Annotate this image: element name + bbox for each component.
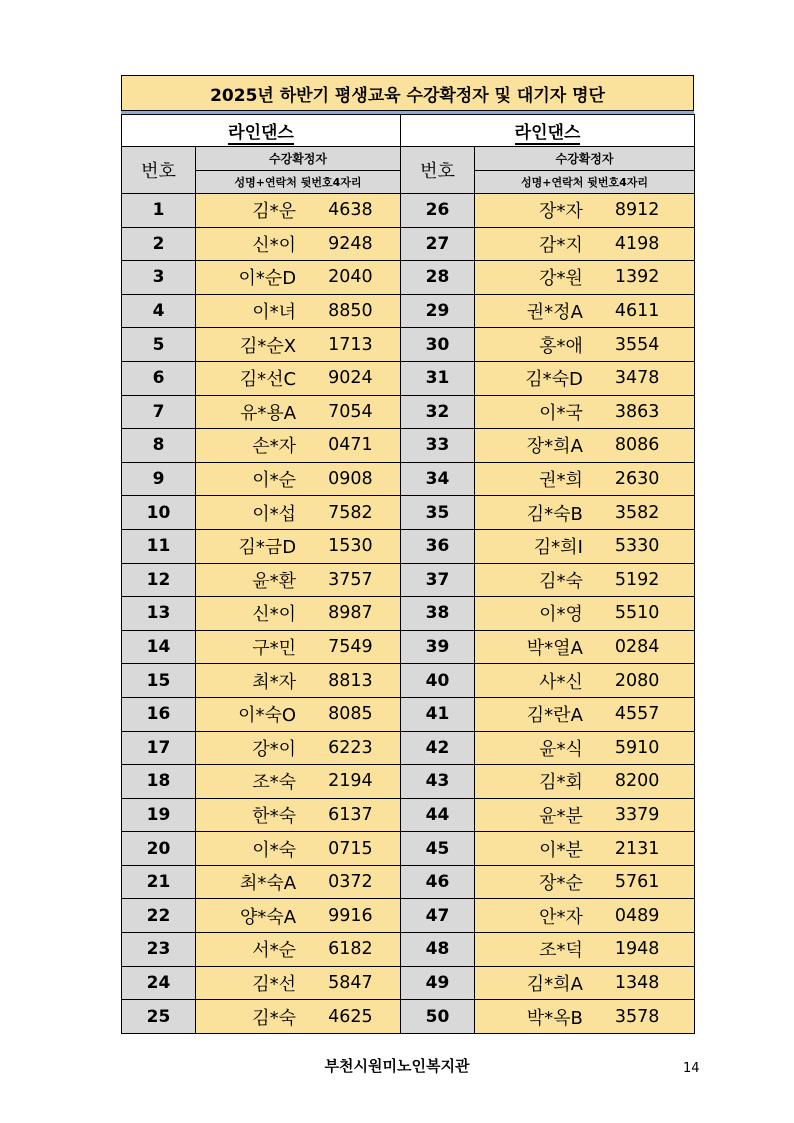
- attendee-cell: [475, 294, 695, 328]
- attendee-cell: [196, 899, 401, 933]
- attendee-cell: [475, 429, 695, 463]
- attendee-name: 안*자: [539, 906, 583, 928]
- attendee-name: 권*정A: [526, 302, 583, 324]
- attendee-cell: [475, 1000, 695, 1034]
- attendee-cell: [475, 765, 695, 799]
- row-number: 10: [122, 496, 196, 530]
- row-number: 25: [122, 1000, 196, 1034]
- attendee-cell: [196, 697, 401, 731]
- phone-last-four: 8200: [614, 771, 660, 792]
- attendee-name: 김*희I: [533, 537, 583, 559]
- table-row: [122, 429, 695, 463]
- phone-last-four: 0372: [328, 872, 373, 893]
- attendee-name: 강*원: [539, 268, 583, 290]
- row-number: 16: [122, 697, 196, 731]
- attendee-cell: [196, 731, 401, 765]
- phone-last-four: 1948: [614, 939, 660, 960]
- attendee-cell: [475, 227, 695, 261]
- attendee-cell: [196, 664, 401, 698]
- attendee-name: 김*숙: [539, 570, 583, 592]
- attendee-name: 김*선: [252, 973, 297, 995]
- attendee-cell: [475, 731, 695, 765]
- attendee-cell: [196, 865, 401, 899]
- attendee-cell: [196, 462, 401, 496]
- table-row: [122, 462, 695, 496]
- attendee-cell: [196, 765, 401, 799]
- phone-last-four: 1392: [614, 267, 660, 288]
- attendee-cell: [196, 563, 401, 597]
- table-row: [122, 664, 695, 698]
- attendee-name: 박*옥B: [526, 1007, 583, 1029]
- attendee-name: 김*숙: [252, 1007, 297, 1029]
- phone-last-four: 2080: [614, 670, 660, 691]
- phone-last-four: 2630: [614, 469, 660, 490]
- row-number: 38: [401, 597, 475, 631]
- attendee-name: 권*희: [539, 470, 583, 492]
- phone-last-four: 3379: [614, 804, 660, 825]
- row-number: 13: [122, 597, 196, 631]
- attendee-cell: [196, 361, 401, 395]
- row-number: 39: [401, 630, 475, 664]
- attendee-cell: [196, 1000, 401, 1034]
- row-number: 3: [122, 261, 196, 295]
- row-number: 14: [122, 630, 196, 664]
- table-row: [122, 563, 695, 597]
- row-number: 46: [401, 865, 475, 899]
- attendee-name: 한*숙: [252, 805, 297, 827]
- attendee-name: 홍*애: [539, 335, 583, 357]
- attendee-cell: [196, 429, 401, 463]
- attendee-name: 김*란A: [526, 705, 583, 727]
- phone-last-four: 4198: [614, 233, 660, 254]
- phone-last-four: 2131: [614, 838, 660, 859]
- row-number: 43: [401, 765, 475, 799]
- attendee-cell: [475, 664, 695, 698]
- attendee-cell: [475, 865, 695, 899]
- phone-last-four: 6223: [328, 737, 373, 758]
- attendee-name: 사*신: [539, 671, 583, 693]
- attendee-name: 신*이: [252, 604, 297, 626]
- attendee-cell: [475, 563, 695, 597]
- table-row: [122, 1000, 695, 1034]
- table-row: [122, 261, 695, 295]
- roster-page: [121, 75, 694, 1034]
- attendee-name: 김*회: [539, 772, 583, 794]
- phone-last-four: 2040: [328, 267, 373, 288]
- row-number: 11: [122, 529, 196, 563]
- row-number: 34: [401, 462, 475, 496]
- course-title-right: 라인댄스: [401, 115, 695, 147]
- attendee-cell: [196, 933, 401, 967]
- phone-last-four: 5192: [614, 569, 660, 590]
- attendee-name: 김*희A: [526, 973, 583, 995]
- attendee-name: 이*국: [539, 402, 583, 424]
- table-row: [122, 597, 695, 631]
- attendee-cell: [196, 395, 401, 429]
- attendee-cell: [196, 966, 401, 1000]
- phone-last-four: 5761: [614, 872, 660, 893]
- phone-last-four: 3554: [614, 334, 660, 355]
- phone-last-four: 0284: [614, 637, 660, 658]
- attendee-name: 양*숙A: [239, 906, 297, 928]
- table-row: [122, 328, 695, 362]
- attendee-cell: [475, 597, 695, 631]
- attendee-cell: [196, 496, 401, 530]
- attendee-name: 김*순X: [239, 335, 297, 357]
- confirmed-header-left: 수강확정자: [196, 147, 401, 171]
- row-number: 17: [122, 731, 196, 765]
- organization-footer: 부천시원미노인복지관: [324, 1057, 470, 1075]
- row-number: 47: [401, 899, 475, 933]
- row-number: 24: [122, 966, 196, 1000]
- row-number: 29: [401, 294, 475, 328]
- phone-last-four: 3863: [614, 401, 660, 422]
- course-title-left: 라인댄스: [122, 115, 401, 147]
- attendee-name: 이*섭: [252, 503, 297, 525]
- phone-last-four: 8987: [328, 603, 373, 624]
- table-row: [122, 832, 695, 866]
- roster-table: [121, 114, 695, 1034]
- phone-last-four: 9916: [328, 905, 373, 926]
- attendee-name: 장*희A: [526, 436, 583, 458]
- phone-last-four: 3478: [614, 368, 660, 389]
- row-number: 9: [122, 462, 196, 496]
- table-row: [122, 630, 695, 664]
- table-row: [122, 966, 695, 1000]
- attendee-cell: [475, 328, 695, 362]
- attendee-cell: [475, 529, 695, 563]
- attendee-cell: [196, 294, 401, 328]
- phone-last-four: 4611: [614, 301, 660, 322]
- table-row: [122, 395, 695, 429]
- attendee-name: 강*이: [252, 738, 297, 760]
- attendee-name: 이*순D: [238, 268, 297, 290]
- row-number: 35: [401, 496, 475, 530]
- attendee-cell: [475, 966, 695, 1000]
- row-number: 27: [401, 227, 475, 261]
- phone-last-four: 5910: [614, 737, 660, 758]
- row-number: 32: [401, 395, 475, 429]
- attendee-name: 장*자: [539, 201, 583, 223]
- phone-last-four: 6137: [328, 804, 373, 825]
- table-row: [122, 899, 695, 933]
- phone-last-four: 0715: [328, 838, 373, 859]
- attendee-cell: [196, 529, 401, 563]
- attendee-cell: [475, 697, 695, 731]
- attendee-cell: [475, 261, 695, 295]
- attendee-cell: [475, 496, 695, 530]
- table-row: [122, 933, 695, 967]
- phone-last-four: 5847: [328, 972, 373, 993]
- attendee-name: 조*덕: [539, 940, 583, 962]
- row-number: 37: [401, 563, 475, 597]
- number-header-left: 번호: [122, 147, 196, 194]
- phone-last-four: 1348: [614, 972, 660, 993]
- phone-last-four: 5330: [614, 536, 660, 557]
- row-number: 40: [401, 664, 475, 698]
- phone-last-four: 0489: [614, 905, 660, 926]
- attendee-name: 김*숙B: [526, 503, 583, 525]
- row-number: 1: [122, 194, 196, 228]
- row-number: 15: [122, 664, 196, 698]
- attendee-cell: [475, 462, 695, 496]
- table-row: [122, 765, 695, 799]
- row-number: 50: [401, 1000, 475, 1034]
- row-number: 21: [122, 865, 196, 899]
- row-number: 20: [122, 832, 196, 866]
- row-number: 36: [401, 529, 475, 563]
- phone-last-four: 3582: [614, 502, 660, 523]
- attendee-name: 이*숙O: [238, 705, 297, 727]
- table-row: [122, 361, 695, 395]
- table-row: [122, 697, 695, 731]
- page-title: 2025년 하반기 평생교육 수강확정자 및 대기자 명단: [121, 75, 694, 111]
- phone-last-four: 7549: [328, 637, 373, 658]
- name-phone-header-right: 성명+연락처 뒷번호4자리: [475, 171, 695, 194]
- phone-last-four: 5510: [614, 603, 660, 624]
- row-number: 4: [122, 294, 196, 328]
- phone-last-four: 9248: [328, 233, 373, 254]
- attendee-cell: [475, 361, 695, 395]
- phone-last-four: 8813: [328, 670, 373, 691]
- row-number: 12: [122, 563, 196, 597]
- row-number: 41: [401, 697, 475, 731]
- attendee-cell: [196, 597, 401, 631]
- name-phone-header-left: 성명+연락처 뒷번호4자리: [196, 171, 401, 194]
- table-row: [122, 194, 695, 228]
- row-number: 23: [122, 933, 196, 967]
- attendee-name: 최*자: [252, 671, 297, 693]
- phone-last-four: 6182: [328, 939, 373, 960]
- table-row: [122, 731, 695, 765]
- phone-last-four: 0471: [328, 435, 373, 456]
- attendee-name: 박*열A: [526, 638, 583, 660]
- attendee-cell: [196, 261, 401, 295]
- phone-last-four: 7582: [328, 502, 373, 523]
- attendee-cell: [196, 328, 401, 362]
- attendee-name: 서*순: [252, 940, 297, 962]
- phone-last-four: 3757: [328, 569, 373, 590]
- row-number: 6: [122, 361, 196, 395]
- attendee-cell: [196, 832, 401, 866]
- phone-last-four: 3578: [614, 1006, 660, 1027]
- row-number: 22: [122, 899, 196, 933]
- attendee-cell: [196, 227, 401, 261]
- phone-last-four: 4625: [328, 1006, 373, 1027]
- attendee-name: 이*분: [539, 839, 583, 861]
- attendee-name: 윤*환: [252, 570, 297, 592]
- page-number: 14: [683, 1061, 700, 1076]
- phone-last-four: 8086: [614, 435, 660, 456]
- table-row: [122, 227, 695, 261]
- row-number: 2: [122, 227, 196, 261]
- attendee-name: 윤*분: [539, 805, 583, 827]
- attendee-cell: [196, 630, 401, 664]
- row-number: 30: [401, 328, 475, 362]
- attendee-cell: [475, 798, 695, 832]
- row-number: 19: [122, 798, 196, 832]
- row-number: 44: [401, 798, 475, 832]
- phone-last-four: 9024: [328, 368, 373, 389]
- row-number: 28: [401, 261, 475, 295]
- attendee-name: 유*용A: [239, 402, 297, 424]
- row-number: 48: [401, 933, 475, 967]
- phone-last-four: 8850: [328, 301, 373, 322]
- attendee-name: 윤*식: [539, 738, 583, 760]
- phone-last-four: 4557: [614, 704, 660, 725]
- confirmed-header-right: 수강확정자: [475, 147, 695, 171]
- row-number: 31: [401, 361, 475, 395]
- attendee-cell: [196, 798, 401, 832]
- attendee-name: 손*자: [252, 436, 297, 458]
- attendee-name: 이*영: [539, 604, 583, 626]
- attendee-name: 김*운: [252, 201, 297, 223]
- row-number: 8: [122, 429, 196, 463]
- phone-last-four: 7054: [328, 401, 373, 422]
- attendee-cell: [475, 194, 695, 228]
- table-row: [122, 496, 695, 530]
- phone-last-four: 2194: [328, 771, 373, 792]
- attendee-name: 김*금D: [238, 537, 297, 559]
- row-number: 33: [401, 429, 475, 463]
- phone-last-four: 0908: [328, 469, 373, 490]
- row-number: 26: [401, 194, 475, 228]
- row-number: 5: [122, 328, 196, 362]
- attendee-cell: [475, 630, 695, 664]
- phone-last-four: 8085: [328, 704, 373, 725]
- row-number: 49: [401, 966, 475, 1000]
- attendee-name: 김*선C: [239, 369, 297, 391]
- number-header-right: 번호: [401, 147, 475, 194]
- row-number: 18: [122, 765, 196, 799]
- attendee-cell: [475, 832, 695, 866]
- attendee-name: 신*이: [252, 234, 297, 256]
- table-row: [122, 798, 695, 832]
- attendee-name: 최*숙A: [239, 873, 297, 895]
- attendee-name: 조*숙: [252, 772, 297, 794]
- attendee-name: 이*숙: [252, 839, 297, 861]
- phone-last-four: 4638: [328, 200, 373, 221]
- attendee-name: 김*숙D: [525, 369, 583, 391]
- phone-last-four: 1713: [328, 334, 373, 355]
- attendee-cell: [475, 395, 695, 429]
- table-row: [122, 865, 695, 899]
- attendee-cell: [475, 899, 695, 933]
- attendee-name: 구*민: [252, 638, 297, 660]
- table-row: [122, 529, 695, 563]
- phone-last-four: 8912: [614, 200, 660, 221]
- attendee-name: 이*순: [252, 470, 297, 492]
- phone-last-four: 1530: [328, 536, 373, 557]
- row-number: 7: [122, 395, 196, 429]
- attendee-name: 이*녀: [252, 302, 297, 324]
- row-number: 45: [401, 832, 475, 866]
- attendee-cell: [196, 194, 401, 228]
- attendee-name: 감*지: [539, 234, 583, 256]
- attendee-name: 장*순: [539, 873, 583, 895]
- attendee-cell: [475, 933, 695, 967]
- row-number: 42: [401, 731, 475, 765]
- table-row: [122, 294, 695, 328]
